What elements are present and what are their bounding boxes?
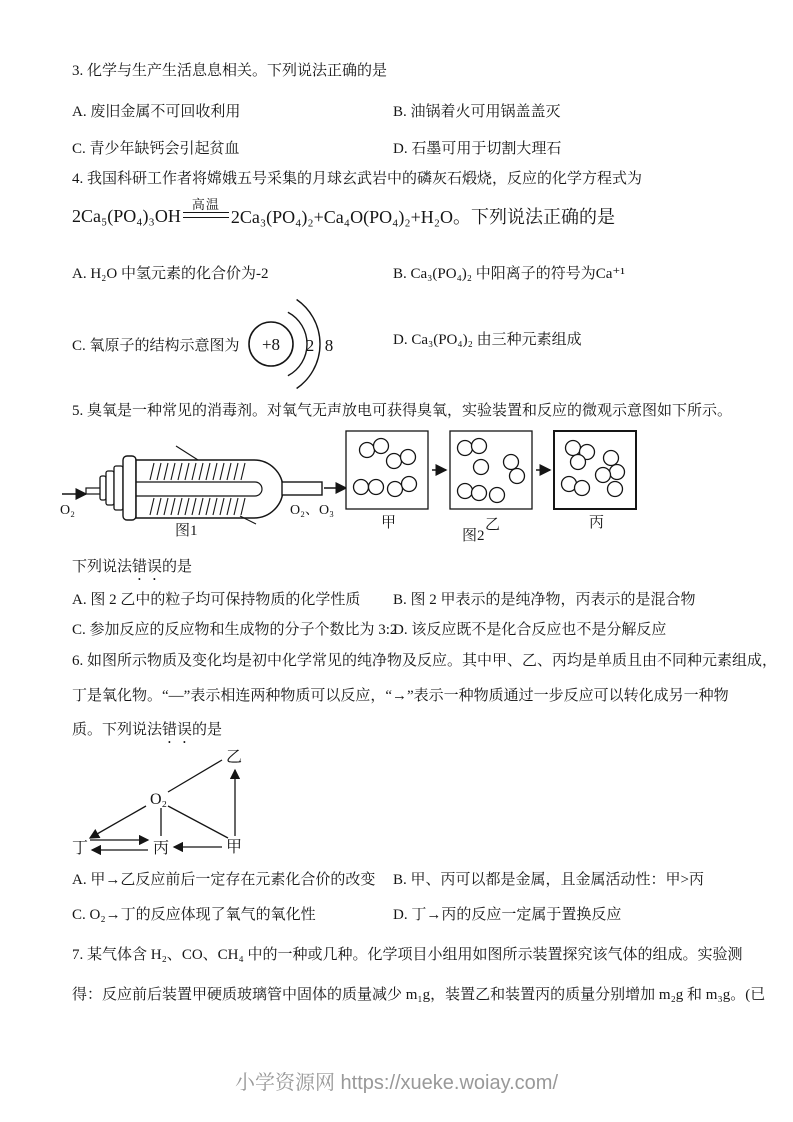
q6-stem-line3-pre: 质。下列说法 [72,722,163,738]
q6-options-cd [72,903,742,924]
q3-options-cd [72,137,742,158]
q4-option-a: A. H₂O 中氢元素的化合价为-2 [72,266,269,282]
q5-subtitle-emph: 错误 [132,559,163,575]
equation-condition [183,198,229,218]
node-yi: 乙 [226,749,243,766]
q3-option-b: B. 油锅着火可用锅盖盖灭 [393,104,561,120]
node-bing: 丙 [153,840,170,857]
q5-subtitle-pre: 下列说法 [72,559,133,575]
q4-stem: 4. 我国科研工作者将嫦娥五号采集的月球玄武岩中的磷灰石煅烧，反应的化学方程式为 [72,171,643,187]
node-o2: O₂ [150,791,168,808]
q3-stem: 3. 化学与生产生活息息相关。下列说法正确的是 [72,63,388,79]
q4-option-c-text: C. 氧原子的结构示意图为 [72,337,240,354]
q5-options-ab [72,588,742,609]
q3-option-c: C. 青少年缺钙会引起贫血 [72,141,240,157]
equation-left: 2Ca₅(PO₄)₃OH [72,205,181,226]
double-line-equals [183,212,229,218]
fig1-caption: 图1 [175,523,198,539]
node-jia: 甲 [226,839,243,856]
q5-option-b: B. 图 2 甲表示的是纯净物，丙表示的是混合物 [393,592,696,608]
q3-option-a: A. 废旧金属不可回收利用 [72,104,241,120]
fig2-box3-label: 丙 [589,515,605,531]
atom-shell-2-electrons: 8 [324,336,333,355]
equation-right: 2Ca₃(PO₄)₂+Ca₄O(PO₄)₂+H₂O。下列说法正确的是 [230,207,616,227]
q6-option-b: B. 甲、丙可以都是金属，且金属活动性：甲>丙 [393,872,704,888]
q5-option-c: C. 参加反应的反应物和生成物的分子个数比为 3:2 [72,622,398,638]
fig2-box2-label: 乙 [485,517,501,533]
node-ding: 丁 [72,840,89,857]
q5-subtitle [72,558,192,584]
site-watermark: 小学资源网 https://xueke.woiay.com/ [234,1072,559,1094]
fig2-box1-label: 甲 [381,515,397,531]
q6-option-a: A. 甲→乙反应前后一定存在元素化合价的改变 [72,872,376,888]
q6-options-ab [72,868,742,889]
fig1-inlet-label: O₂ [60,503,75,518]
molecular-reaction-diagram [345,430,633,533]
q4-option-c [72,296,356,392]
oxygen-atom-structure-diagram [244,296,356,392]
q7-stem-line2: 得：反应前后装置甲硬质玻璃管中固体的质量减少 m₁g，装置乙和装置丙的质量分别增加 m₂g 和 m₃g。(已 [72,987,766,1003]
q6-option-d: D. 丁→丙的反应一定属于置换反应 [393,907,622,923]
q7-stem-line1: 7. 某气体含 H₂、CO、CH₄ 中的一种或几种。化学项目小组用如图所示装置探究该气体的组成。实验测 [72,947,743,963]
substance-relation-diagram [64,740,274,858]
q5-options-cd [72,618,742,639]
q5-stem: 5. 臭氧是一种常见的消毒剂。对氧气无声放电可获得臭氧，实验装置和反应的微观示意图如下所示。 [72,403,733,419]
atom-nucleus-charge: +8 [261,335,280,354]
q4-option-d: D. Ca₃(PO₄)₂ 由三种元素组成 [393,332,582,348]
fig1-outlet-label: O₂、O₃ [290,503,334,518]
q4-options-ab [72,262,742,283]
ozone-generator-apparatus [58,430,350,526]
q6-stem-line1: 6. 如图所示物质及变化均是初中化学常见的纯净物及反应。其中甲、乙、丙均是单质且由不同种元素组成， [72,653,778,669]
q3-options-ab [72,100,742,121]
atom-shell-1-electrons: 2 [305,336,314,355]
q6-stem-line3-post: 的是 [192,722,223,738]
q4-option-b: B. Ca₃(PO₄)₂ 中阳离子的符号为Ca⁺¹ [393,266,625,282]
q3-option-d: D. 石墨可用于切割大理石 [393,141,562,157]
q4-equation [72,197,616,229]
q5-subtitle-post: 的是 [162,559,193,575]
q6-stem-line3-emph: 错误 [162,722,193,738]
fig2-caption: 图2 [462,528,485,544]
q6-stem-line2: 丁是氧化物。“—”表示相连两种物质可以反应，“→”表示一种物质通过一步反应可以转化成另一种物 [72,688,729,704]
condition-label: 高温 [191,197,220,212]
q5-option-d: D. 该反应既不是化合反应也不是分解反应 [393,622,667,638]
q6-option-c: C. O₂→丁的反应体现了氧气的氧化性 [72,907,316,923]
q5-option-a: A. 图 2 乙中的粒子均可保持物质的化学性质 [72,592,361,608]
